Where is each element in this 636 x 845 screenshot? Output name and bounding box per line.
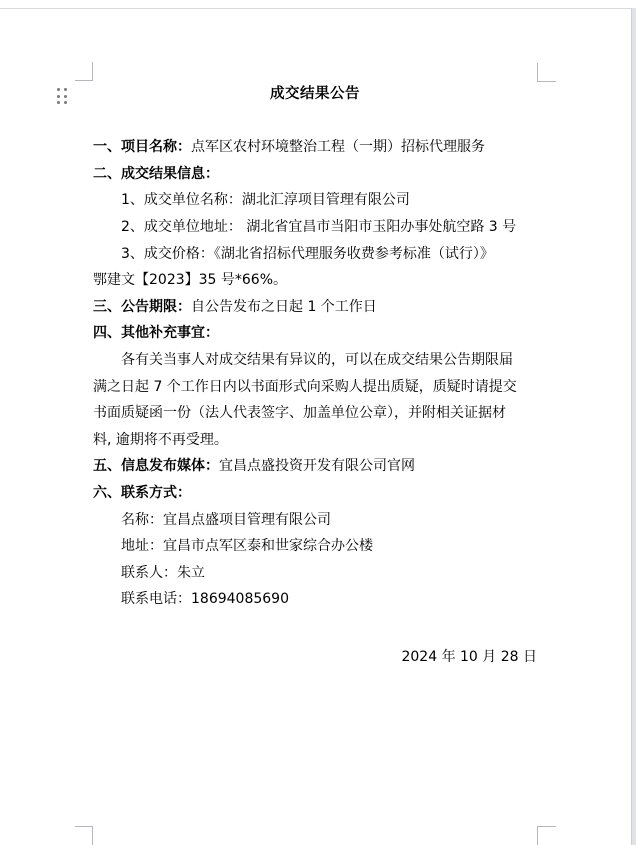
line-contact-heading [93,480,537,507]
line-contact-name [93,507,537,534]
line-price-part2 [93,267,537,294]
line-text: 1、成交单位名称：湖北汇淳项目管理有限公司 [121,192,410,209]
line-text: 联系电话：18694085690 [121,591,289,608]
line-announcement-period [93,294,537,321]
drag-handle-dot [57,101,60,104]
line-price-part1 [93,241,537,268]
line-text: 鄂建文【2023】35 号*66%。 [93,272,288,289]
section-label: 六、联系方式： [93,484,191,501]
blank-line [93,613,537,640]
section-label: 一、项目名称： [93,139,191,156]
line-text: 自公告发布之日起 1 个工作日 [191,298,377,315]
line-text: 联系人：朱立 [121,564,205,581]
drag-handle-dot [57,88,60,91]
line-text: 名称：宜昌点盛项目管理有限公司 [121,511,331,528]
drag-handle-dot [64,95,67,98]
line-text: 3、成交价格：《湖北省招标代理服务收费参考标准（试行）》 [121,245,494,262]
line-text: 宜昌点盛投资开发有限公司官网 [219,458,415,475]
line-result-info-heading [93,161,537,188]
drag-handle-dot [64,101,67,104]
drag-handle-dot [64,88,67,91]
line-text: 书面质疑函一份（法人代表签字、加盖单位公章），并附相关证据材 [93,405,506,422]
line-other-matters-heading [93,320,537,347]
document-content [93,81,537,671]
drag-handle-dot [57,95,60,98]
page-top-border [0,8,632,9]
line-text: 各有关当事人对成交结果有异议的，可以在成交结果公告期限届 [121,351,513,368]
line-objection-1 [93,347,537,374]
line-text: 点军区农村环境整治工程（一期）招标代理服务 [191,139,485,156]
line-objection-2 [93,374,537,401]
margin-crop-mark-bottom-left [75,826,93,845]
line-text: 地址：宜昌市点军区泰和世家综合办公楼 [121,538,373,555]
margin-crop-mark-top-left [75,62,93,81]
line-text: 2、成交单位地址： 湖北省宜昌市当阳市玉阳办事处航空路 3 号 [121,218,517,235]
line-publish-media [93,453,537,480]
section-label: 二、成交结果信息： [93,165,219,182]
blank-line [93,108,537,135]
section-label: 三、公告期限： [93,298,191,315]
line-text: 满之日起 7 个工作日内以书面形式向采购人提出质疑，质疑时请提交 [93,378,517,395]
document-date: 2024 年 10 月 28 日 [401,649,537,666]
line-objection-4 [93,427,537,454]
line-objection-3 [93,400,537,427]
line-winner-address [93,214,537,241]
line-winner-name [93,187,537,214]
section-label: 四、其他补充事宜： [93,325,219,342]
line-contact-person [93,560,537,587]
margin-crop-mark-top-right [537,63,556,82]
margin-crop-mark-bottom-right [537,826,556,845]
drag-handle-icon[interactable] [57,88,67,104]
window-edge-strip [631,8,636,845]
line-text: 料, 逾期将不再受理。 [93,431,228,448]
line-contact-phone [93,586,537,613]
document-title: 成交结果公告 [270,86,360,102]
section-label: 五、信息发布媒体： [93,458,219,475]
line-contact-address [93,533,537,560]
line-project-name [93,134,537,161]
